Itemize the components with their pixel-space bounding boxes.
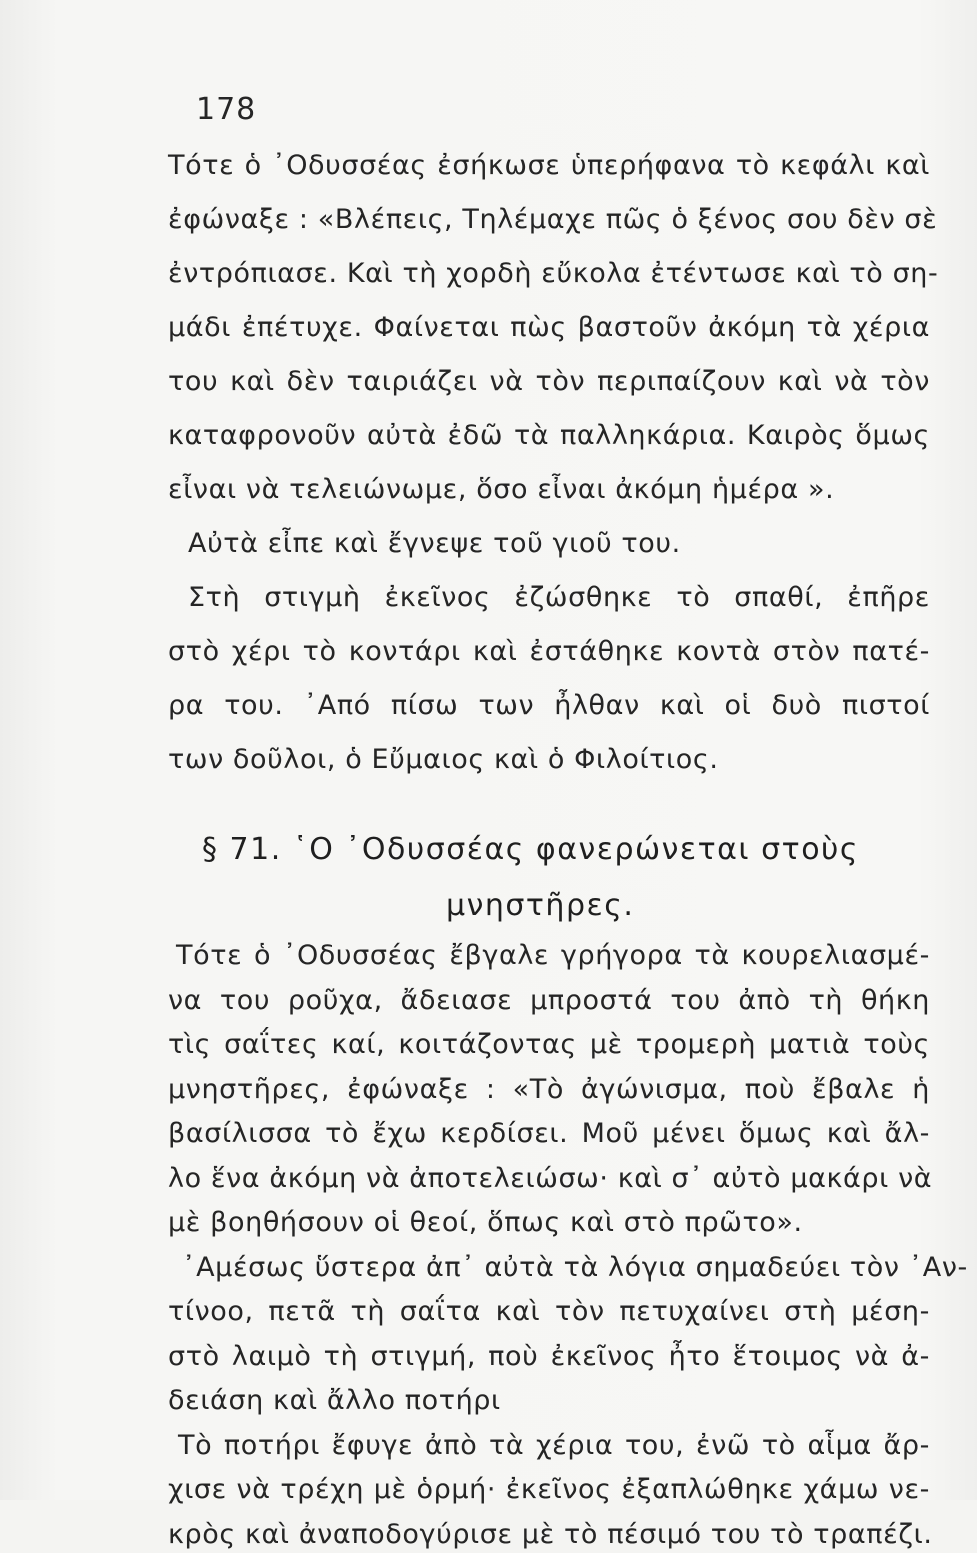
text-line: ᾿Αμέσως ὕστερα ἀπ᾿ αὐτὰ τὰ λόγια σημαδεύει τὸν ᾿Αν-	[182, 1251, 968, 1283]
text-line: λο ἕνα ἀκόμη νὰ ἀποτελειώσω· καὶ σ᾿ αὐτὸ μακάρι νὰ	[168, 1162, 933, 1194]
text-line: κρὸς καὶ ἀναποδογύρισε μὲ τὸ πέσιμό του τὸ τραπέζι.	[168, 1518, 933, 1550]
text-line: εἶναι νὰ τελειώνωμε, ὅσο εἶναι ἀκόμη ἡμέρα ».	[168, 474, 835, 505]
text-line: τίνοο, πετᾶ τὴ σαΐτα καὶ τὸν πετυχαίνει στὴ μέση-	[168, 1296, 930, 1327]
text-line: μνηστῆρες, ἐφώναξε : «Τὸ ἀγώνισμα, ποὺ ἔβαλε ἡ	[168, 1073, 930, 1105]
text-line: Τότε ὁ ᾿Οδυσσέας ἔβγαλε γρήγορα τὰ κουρελιασμέ-	[176, 940, 930, 971]
text-line: να του ροῦχα, ἄδειασε μπροστά του ἀπὸ τὴ θήκη	[168, 984, 930, 1016]
text-line: ἐφώναξε : «Βλέπεις, Τηλέμαχε πῶς ὁ ξένος σου δὲν σὲ	[168, 204, 938, 235]
text-line: ρα του. ᾿Από πίσω των ἦλθαν καὶ οἱ δυὸ πιστοί	[168, 690, 930, 721]
text-line: τὶς σαΐτες καί, κοιτάζοντας μὲ τρομερὴ ματιὰ τοὺς	[168, 1029, 930, 1060]
page-number: 178	[196, 92, 257, 127]
text-line: δειάση καὶ ἄλλο ποτήρι	[168, 1385, 501, 1416]
section-heading: § 71. ῾Ο ᾿Οδυσσέας φανερώνεται στοὺς	[202, 832, 860, 867]
text-line: Τότε ὁ ᾿Οδυσσέας ἐσήκωσε ὑπερήφανα τὸ κεφάλι καὶ	[168, 150, 930, 181]
text-line: Τὸ ποτήρι ἔφυγε ἀπὸ τὰ χέρια του, ἐνῶ τὸ αἷμα ἄρ-	[178, 1429, 930, 1461]
text-line: του καὶ δὲν ταιριάζει νὰ τὸν περιπαίζουν καὶ νὰ τὸν	[168, 366, 930, 397]
section-heading-continued: μνηστῆρες.	[446, 888, 635, 923]
text-line: βασίλισσα τὸ ἔχω κερδίσει. Μοῦ μένει ὅμως καὶ ἄλ-	[168, 1118, 930, 1149]
text-line: των δοῦλοι, ὁ Εὔμαιος καὶ ὁ Φιλοίτιος.	[168, 744, 719, 775]
text-line: Στὴ στιγμὴ ἐκεῖνος ἐζώσθηκε τὸ σπαθί, ἐπῆρε	[188, 582, 930, 613]
text-line: καταφρονοῦν αὐτὰ ἐδῶ τὰ παλληκάρια. Καιρὸς ὅμως	[168, 420, 930, 451]
text-line: μὲ βοηθήσουν οἱ θεοί, ὅπως καὶ στὸ πρῶτο».	[168, 1207, 803, 1238]
text-line: μάδι ἐπέτυχε. Φαίνεται πὼς βαστοῦν ἀκόμη τὰ χέρια	[168, 312, 930, 343]
text-line: στὸ λαιμὸ τὴ στιγμή, ποὺ ἐκεῖνος ἦτο ἕτοιμος νὰ ἀ-	[168, 1340, 930, 1372]
text-line: Αὐτὰ εἶπε καὶ ἔγνεψε τοῦ γιοῦ του.	[188, 528, 681, 559]
text-line: χισε νὰ τρέχη μὲ ὁρμή· ἐκεῖνος ἐξαπλώθηκε χάμω νε-	[168, 1474, 930, 1505]
text-line: ἐντρόπιασε. Καὶ τὴ χορδὴ εὔκολα ἐτέντωσε καὶ τὸ ση-	[168, 258, 939, 289]
text-line: στὸ χέρι τὸ κοντάρι καὶ ἐστάθηκε κοντὰ στὸν πατέ-	[168, 636, 930, 667]
